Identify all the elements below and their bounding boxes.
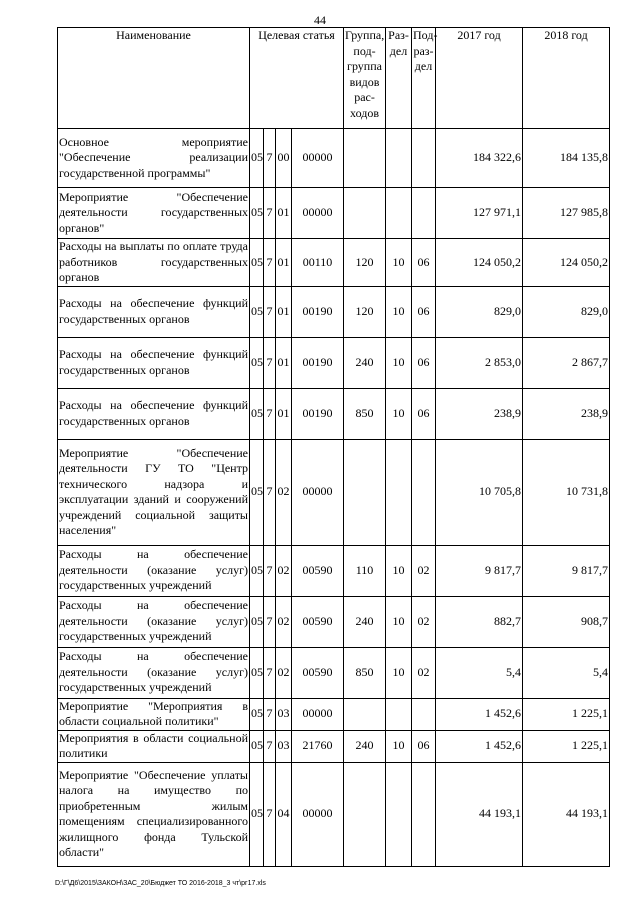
article-code-measure: 02 — [276, 596, 292, 647]
amount-2017: 5,4 — [436, 647, 523, 698]
subsection-code — [412, 439, 436, 545]
row-name: Мероприятие "Мероприятия в области социальной политики" — [59, 698, 248, 728]
article-code-program: 05 — [250, 596, 264, 647]
row-name: Основное мероприятие "Обеспечение реализации государственной программы" — [58, 129, 250, 188]
subsection-code: 06 — [412, 239, 436, 287]
table-row — [58, 730, 610, 762]
article-code-subprogram: 7 — [264, 698, 276, 730]
amount-2017: 184 322,6 — [436, 129, 523, 188]
article-code-measure: 01 — [276, 337, 292, 388]
expense-group: 850 — [344, 388, 386, 439]
row-name: Мероприятие "Обеспечение деятельности государственных органов" — [58, 188, 250, 239]
header-expense-group: Группа, под-группа видов рас-ходов — [344, 28, 386, 129]
expense-group — [344, 439, 386, 545]
row-name: Расходы на выплаты по оплате труда работников государственных органов — [59, 239, 248, 284]
row-name: Расходы на обеспечение функций государственных органов — [58, 337, 250, 388]
page-number: 44 — [314, 13, 326, 27]
expense-group — [344, 129, 386, 188]
expense-group — [344, 188, 386, 239]
header-target-article: Целевая статья — [250, 28, 344, 129]
article-code-measure: 02 — [276, 439, 292, 545]
subsection-code: 06 — [412, 388, 436, 439]
amount-2017: 127 971,1 — [436, 188, 523, 239]
section-code: 10 — [386, 286, 412, 337]
amount-2017: 882,7 — [436, 596, 523, 647]
row-name: Расходы на обеспечение деятельности (оказание услуг) государственных учреждений — [58, 545, 250, 596]
article-code-subprogram: 7 — [264, 188, 276, 239]
amount-2018: 2 867,7 — [523, 337, 610, 388]
section-code: 10 — [386, 596, 412, 647]
article-code-direction: 00590 — [292, 545, 344, 596]
row-name: Мероприятие "Обеспечение деятельности ГУ ТО "Центр технического надзора и эксплуатации зданий и сооружений учреждений социальной защиты населения" — [58, 439, 250, 545]
amount-2017: 238,9 — [436, 388, 523, 439]
table-row — [58, 439, 610, 545]
article-code-measure: 02 — [276, 647, 292, 698]
amount-2018: 9 817,7 — [523, 545, 610, 596]
subsection-code: 02 — [412, 647, 436, 698]
header-name: Наименование — [58, 28, 250, 129]
article-code-measure: 01 — [276, 286, 292, 337]
amount-2018: 829,0 — [523, 286, 610, 337]
article-code-direction: 00590 — [292, 596, 344, 647]
table-row — [58, 286, 610, 337]
article-code-measure: 02 — [276, 545, 292, 596]
article-code-subprogram: 7 — [264, 647, 276, 698]
expense-group — [344, 762, 386, 866]
article-code-program: 05 — [250, 129, 264, 188]
file-path-footer: D:\Г\Д6\2015\ЗАКОН\ЗАС_20\Бюджет ТО 2016-2018_3 чт\рг17.xls — [55, 880, 266, 887]
amount-2018: 1 225,1 — [523, 730, 610, 762]
subsection-code: 06 — [412, 730, 436, 762]
expense-group: 120 — [344, 286, 386, 337]
subsection-code: 06 — [412, 337, 436, 388]
section-code — [386, 439, 412, 545]
table-row — [58, 337, 610, 388]
article-code-direction: 00000 — [292, 762, 344, 866]
article-code-direction: 00190 — [292, 286, 344, 337]
section-code — [386, 762, 412, 866]
section-code: 10 — [386, 545, 412, 596]
article-code-measure: 00 — [276, 129, 292, 188]
section-code — [386, 129, 412, 188]
article-code-measure: 04 — [276, 762, 292, 866]
table-row — [58, 545, 610, 596]
expense-group: 240 — [344, 730, 386, 762]
amount-2018: 10 731,8 — [523, 439, 610, 545]
row-name: Расходы на обеспечение функций государственных органов — [58, 286, 250, 337]
article-code-direction: 00190 — [292, 337, 344, 388]
article-code-subprogram: 7 — [264, 596, 276, 647]
subsection-code — [412, 698, 436, 730]
expense-group: 120 — [344, 239, 386, 287]
article-code-direction: 00000 — [292, 129, 344, 188]
amount-2017: 829,0 — [436, 286, 523, 337]
section-code: 10 — [386, 730, 412, 762]
article-code-program: 05 — [250, 188, 264, 239]
expense-group: 240 — [344, 337, 386, 388]
section-code: 10 — [386, 388, 412, 439]
table-row — [58, 188, 610, 239]
article-code-subprogram: 7 — [264, 439, 276, 545]
subsection-code — [412, 129, 436, 188]
subsection-code — [412, 762, 436, 866]
article-code-program: 05 — [250, 388, 264, 439]
article-code-subprogram: 7 — [264, 762, 276, 866]
article-code-measure: 01 — [276, 188, 292, 239]
table-row — [58, 239, 610, 287]
amount-2017: 2 853,0 — [436, 337, 523, 388]
expense-group: 110 — [344, 545, 386, 596]
amount-2017: 10 705,8 — [436, 439, 523, 545]
article-code-program: 05 — [250, 439, 264, 545]
header-subsection: Под-раз-дел — [412, 28, 436, 129]
article-code-subprogram: 7 — [264, 239, 276, 287]
article-code-direction: 21760 — [292, 730, 344, 762]
subsection-code: 06 — [412, 286, 436, 337]
article-code-program: 05 — [250, 698, 264, 730]
article-code-measure: 01 — [276, 388, 292, 439]
amount-2018: 124 050,2 — [523, 239, 610, 287]
amount-2018: 1 225,1 — [523, 698, 610, 730]
row-name: Мероприятия в области социальной политики — [59, 730, 248, 760]
article-code-direction: 00000 — [292, 698, 344, 730]
table-header-row — [58, 28, 610, 129]
amount-2017: 1 452,6 — [436, 698, 523, 730]
table-row — [58, 698, 610, 730]
table-row — [58, 647, 610, 698]
article-code-subprogram: 7 — [264, 545, 276, 596]
table-row — [58, 129, 610, 188]
table-row — [58, 762, 610, 866]
amount-2018: 5,4 — [523, 647, 610, 698]
row-name: Расходы на обеспечение деятельности (оказание услуг) государственных учреждений — [58, 596, 250, 647]
article-code-subprogram: 7 — [264, 286, 276, 337]
subsection-code — [412, 188, 436, 239]
article-code-direction: 00590 — [292, 647, 344, 698]
subsection-code: 02 — [412, 596, 436, 647]
article-code-program: 05 — [250, 337, 264, 388]
article-code-direction: 00000 — [292, 439, 344, 545]
expense-group: 240 — [344, 596, 386, 647]
article-code-program: 05 — [250, 762, 264, 866]
header-year-2018: 2018 год — [523, 28, 610, 129]
expense-group — [344, 698, 386, 730]
section-code — [386, 698, 412, 730]
article-code-measure: 03 — [276, 698, 292, 730]
budget-table — [57, 27, 610, 867]
table-row — [58, 388, 610, 439]
article-code-subprogram: 7 — [264, 388, 276, 439]
article-code-direction: 00190 — [292, 388, 344, 439]
amount-2018: 127 985,8 — [523, 188, 610, 239]
header-year-2017: 2017 год — [436, 28, 523, 129]
row-name: Расходы на обеспечение функций государственных органов — [58, 388, 250, 439]
amount-2017: 1 452,6 — [436, 730, 523, 762]
amount-2017: 9 817,7 — [436, 545, 523, 596]
article-code-subprogram: 7 — [264, 730, 276, 762]
article-code-program: 05 — [250, 545, 264, 596]
row-name: Расходы на обеспечение деятельности (оказание услуг) государственных учреждений — [58, 647, 250, 698]
article-code-program: 05 — [250, 286, 264, 337]
article-code-measure: 03 — [276, 730, 292, 762]
header-section: Раз-дел — [386, 28, 412, 129]
article-code-measure: 01 — [276, 239, 292, 287]
section-code: 10 — [386, 337, 412, 388]
table-row — [58, 596, 610, 647]
article-code-subprogram: 7 — [264, 337, 276, 388]
subsection-code: 02 — [412, 545, 436, 596]
section-code: 10 — [386, 239, 412, 287]
amount-2018: 908,7 — [523, 596, 610, 647]
article-code-program: 05 — [250, 730, 264, 762]
amount-2017: 44 193,1 — [436, 762, 523, 866]
article-code-program: 05 — [250, 239, 264, 287]
amount-2017: 124 050,2 — [436, 239, 523, 287]
amount-2018: 44 193,1 — [523, 762, 610, 866]
amount-2018: 238,9 — [523, 388, 610, 439]
expense-group: 850 — [344, 647, 386, 698]
article-code-direction: 00110 — [292, 239, 344, 287]
article-code-subprogram: 7 — [264, 129, 276, 188]
article-code-program: 05 — [250, 647, 264, 698]
article-code-direction: 00000 — [292, 188, 344, 239]
amount-2018: 184 135,8 — [523, 129, 610, 188]
row-name: Мероприятие "Обеспечение уплаты налога на имущество по приобретенным жилым помещениям специализированного жилищного фонда Тульской области" — [58, 762, 250, 866]
section-code — [386, 188, 412, 239]
section-code: 10 — [386, 647, 412, 698]
